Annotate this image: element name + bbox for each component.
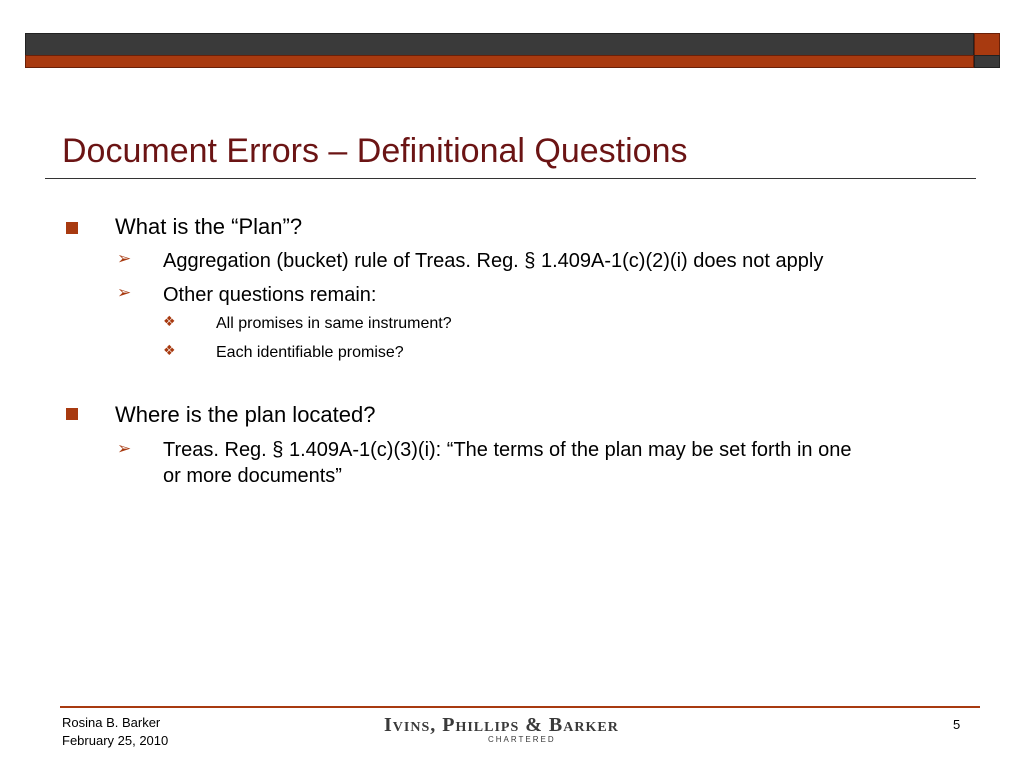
arrow-bullet-icon: ➢ <box>117 283 132 303</box>
square-bullet-icon <box>66 408 78 420</box>
sub-bullet-aggregation: Aggregation (bucket) rule of Treas. Reg. § 1.409A-1(c)(2)(i) does not apply <box>163 250 824 272</box>
bullet-where-located: Where is the plan located? <box>115 402 376 427</box>
footer-author: Rosina B. Barker <box>62 715 161 730</box>
sub-bullet-treas-reg-line2: or more documents” <box>163 465 342 487</box>
firm-name: Ivins, Phillips & Barker <box>384 714 619 736</box>
footer-rule <box>60 706 980 708</box>
footer-date: February 25, 2010 <box>62 733 169 748</box>
sub-sub-bullet-same-instrument: All promises in same instrument? <box>216 315 452 332</box>
square-bullet-icon <box>66 222 78 234</box>
arrow-bullet-icon: ➢ <box>117 439 132 459</box>
bullet-what-is-plan: What is the “Plan”? <box>115 214 303 239</box>
slide-title: Document Errors – Definitional Questions <box>62 132 688 170</box>
page-number: 5 <box>953 717 961 732</box>
sub-sub-bullet-identifiable-promise: Each identifiable promise? <box>216 344 404 361</box>
diamond-bullet-icon: ❖ <box>163 314 176 330</box>
firm-subtitle: CHARTERED <box>488 735 556 744</box>
arrow-bullet-icon: ➢ <box>117 249 132 269</box>
sub-bullet-other-questions: Other questions remain: <box>163 284 377 306</box>
diamond-bullet-icon: ❖ <box>163 343 176 359</box>
sub-bullet-treas-reg-line1: Treas. Reg. § 1.409A-1(c)(3)(i): “The terms of the plan may be set forth in one <box>163 439 852 461</box>
